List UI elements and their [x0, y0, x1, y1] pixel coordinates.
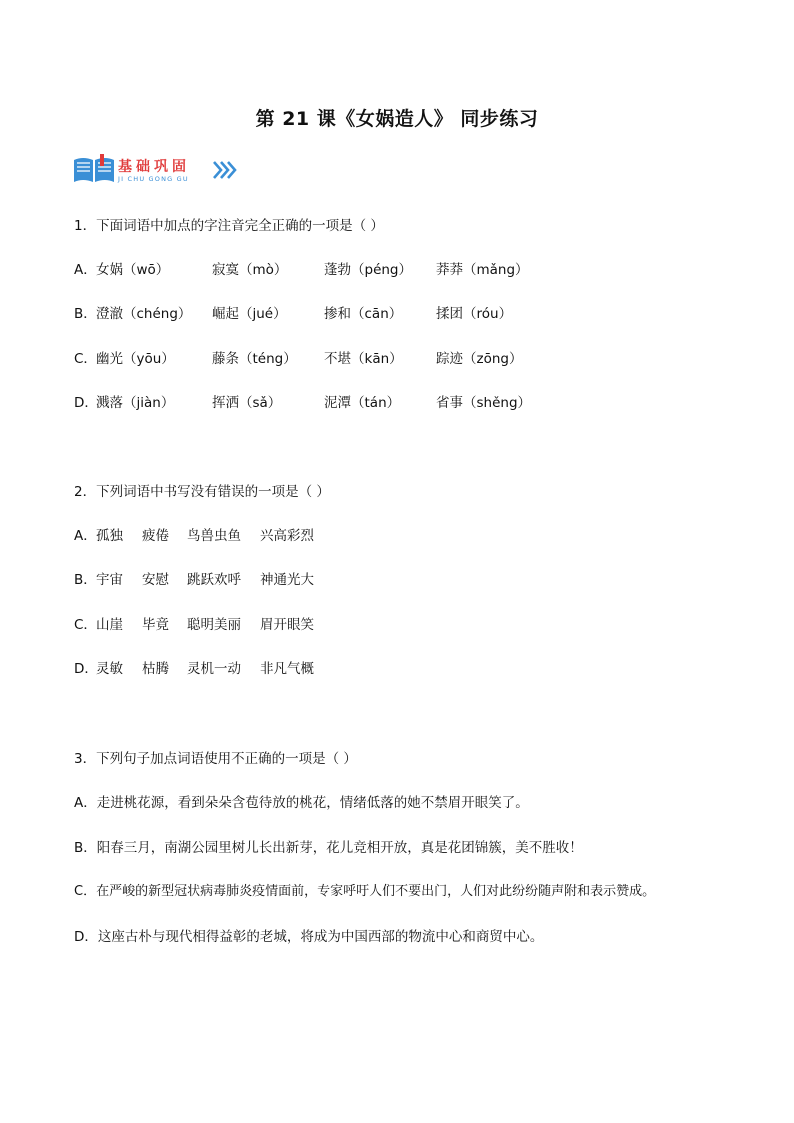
q3-option-c: C．在严峻的新型冠状病毒肺炎疫情面前，专家呼吁人们不要出门，人们对此纷纷随声附和表示赞成。	[74, 884, 656, 899]
option-item: 枯腾	[142, 661, 169, 677]
option-item: 孤独	[96, 528, 123, 544]
q3-option-d: D．这座古朴与现代相得益彰的老城，将成为中国西部的物流中心和商贸中心。	[74, 929, 544, 945]
q2-option-c	[74, 613, 734, 633]
question-2-stem: 2．下列词语中书写没有错误的一项是（ ）	[74, 484, 330, 500]
option-item: 非凡气概	[260, 661, 314, 677]
option-item: 毕竟	[142, 617, 169, 633]
option-item: 溅落（jiàn）	[96, 395, 175, 411]
page-title: 第 21 课《女娲造人》 同步练习	[255, 108, 539, 130]
option-item: 鸟兽虫鱼	[187, 528, 241, 544]
option-label: C．	[74, 351, 97, 367]
q2-option-a	[74, 524, 734, 544]
option-item: 揉团（róu）	[436, 306, 513, 322]
question-1-stem: 1．下面词语中加点的字注音完全正确的一项是（ ）	[74, 218, 384, 234]
option-item: 挥洒（sǎ）	[212, 395, 282, 411]
option-item: 蓬勃（péng）	[324, 262, 413, 278]
option-item: 安慰	[142, 572, 169, 588]
banner-pinyin: JI CHU GONG GU	[118, 175, 189, 183]
q1-option-a	[74, 258, 734, 278]
chevron-right-icon	[212, 160, 238, 180]
open-book-icon	[72, 154, 116, 186]
option-item: 幽光（yōu）	[96, 351, 175, 367]
option-item: 宇宙	[96, 572, 123, 588]
section-banner	[72, 154, 252, 188]
option-label: A．	[74, 262, 97, 278]
option-item: 泥潭（tán）	[324, 395, 401, 411]
option-label: D．	[74, 395, 98, 411]
option-label: C．	[74, 617, 97, 633]
option-item: 崛起（jué）	[212, 306, 287, 322]
option-label: B．	[74, 572, 97, 588]
banner-title: 基础巩固	[118, 159, 190, 175]
option-item: 藤条（téng）	[212, 351, 297, 367]
option-item: 跳跃欢呼	[187, 572, 241, 588]
option-item: 不堪（kān）	[324, 351, 403, 367]
option-item: 女娲（wō）	[96, 262, 170, 278]
option-label: B．	[74, 306, 97, 322]
question-3-stem: 3．下列句子加点词语使用不正确的一项是（ ）	[74, 751, 357, 767]
option-item: 聪明美丽	[187, 617, 241, 633]
option-label: D．	[74, 661, 98, 677]
option-item: 神通光大	[260, 572, 314, 588]
option-item: 山崖	[96, 617, 123, 633]
q3-option-b: B．阳春三月，南湖公园里树儿长出新芽，花儿竞相开放，真是花团锦簇，美不胜收！	[74, 840, 583, 856]
option-item: 踪迹（zōng）	[436, 351, 523, 367]
option-item: 省事（shěng）	[436, 395, 532, 411]
option-item: 灵机一动	[187, 661, 241, 677]
q2-option-b	[74, 568, 734, 588]
q1-option-b	[74, 302, 734, 322]
option-item: 澄澈（chéng）	[96, 306, 192, 322]
option-item: 掺和（cān）	[324, 306, 403, 322]
option-item: 眉开眼笑	[260, 617, 314, 633]
option-item: 寂寞（mò）	[212, 262, 288, 278]
q1-option-c	[74, 347, 734, 367]
q1-option-d	[74, 391, 734, 411]
option-item: 兴高彩烈	[260, 528, 314, 544]
q2-option-d	[74, 657, 734, 677]
option-label: A．	[74, 528, 97, 544]
q3-option-a: A．走进桃花源，看到朵朵含苞待放的桃花，情绪低落的她不禁眉开眼笑了。	[74, 795, 529, 811]
option-item: 莽莽（mǎng）	[436, 262, 529, 278]
option-item: 疲倦	[142, 528, 169, 544]
option-item: 灵敏	[96, 661, 123, 677]
